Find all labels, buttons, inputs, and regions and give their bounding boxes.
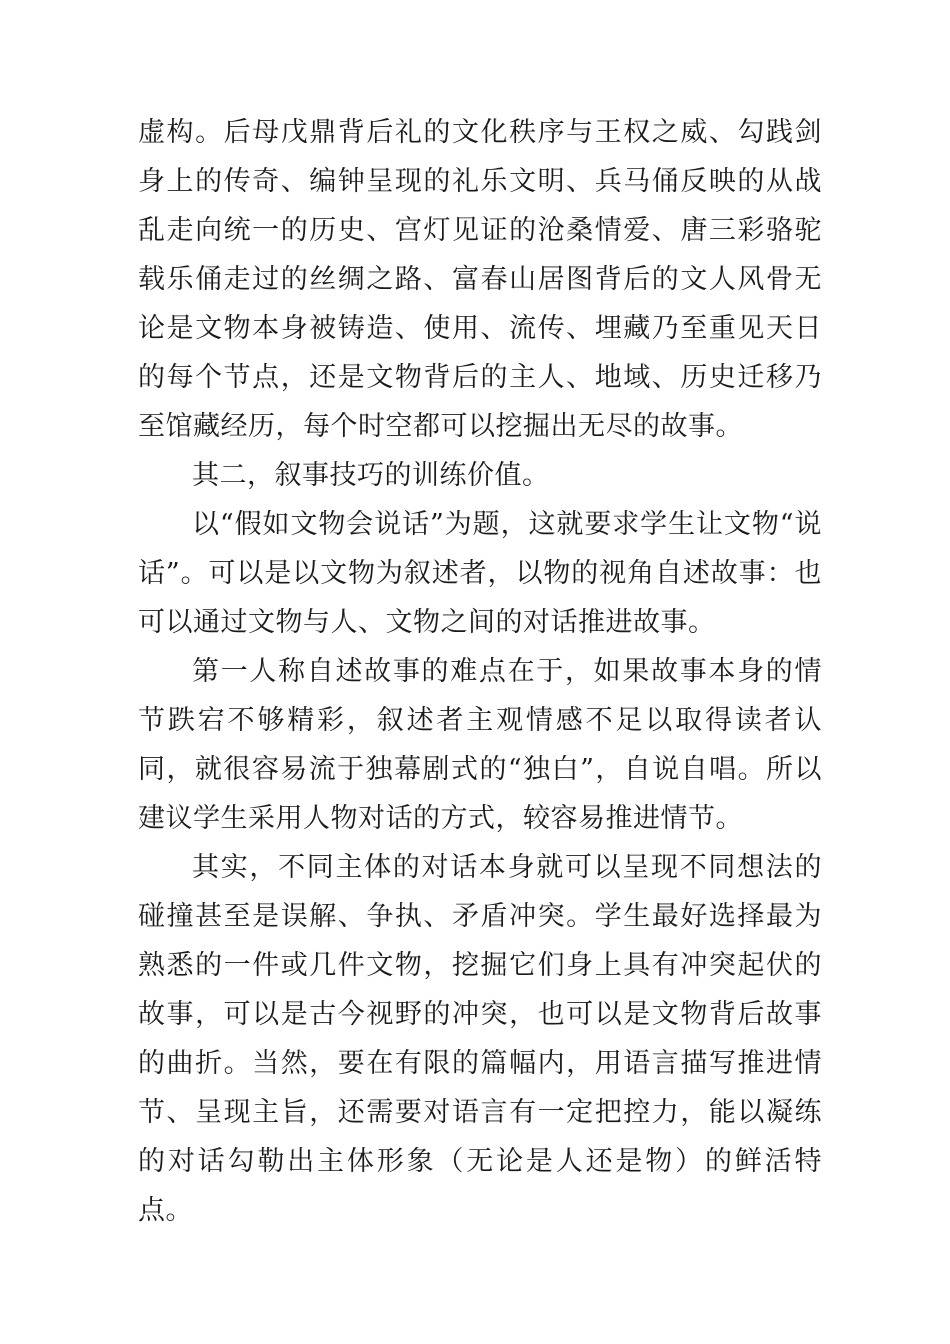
paragraph-heading-second-point: 其二，叙事技巧的训练价值。 <box>192 460 550 491</box>
paragraph-first-person-difficulty: 第一人称自述故事的难点在于，如果故事本身的情节跌宕不够精彩，叙述者主观情感不足以取得读者认同，就很容易流于独幕剧式的“独白”，自说自唱。所以建议学生采用人物对话的方式，较容易推进情节。 <box>138 656 822 834</box>
paragraph-dialogue-conflict: 其实，不同主体的对话本身就可以呈现不同想法的碰撞甚至是误解、争执、矛盾冲突。学生最好选择最为熟悉的一件或几件文物，挖掘它们身上具有冲突起伏的故事，可以是古今视野的冲突，也可以是文物背后故事的曲折。当然，要在有限的篇幅内，用语言描写推进情节、呈现主旨，还需要对语言有一定把控力，能以凝练的对话勾勒出主体形象（无论是人还是物）的鲜活特点。 <box>138 852 822 1226</box>
paragraph-topic-requirement: 以“假如文物会说话”为题，这就要求学生让文物“说话”。可以是以文物为叙述者，以物的视角自述故事：也可以通过文物与人、文物之间的对话推进故事。 <box>138 509 822 638</box>
paragraph-continuation: 虚构。后母戊鼎背后礼的文化秩序与王权之威、勾践剑身上的传奇、编钟呈现的礼乐文明、兵马俑反映的从战乱走向统一的历史、宫灯见证的沧桑情爱、唐三彩骆驼载乐俑走过的丝绸之路、富春山居图背后的文人风骨无论是文物本身被铸造、使用、流传、埋藏乃至重见天日的每个节点，还是文物背后的主人、地域、历史迁移乃至馆藏经历，每个时空都可以挖掘出无尽的故事。 <box>138 117 822 442</box>
document-body <box>138 108 822 1235</box>
